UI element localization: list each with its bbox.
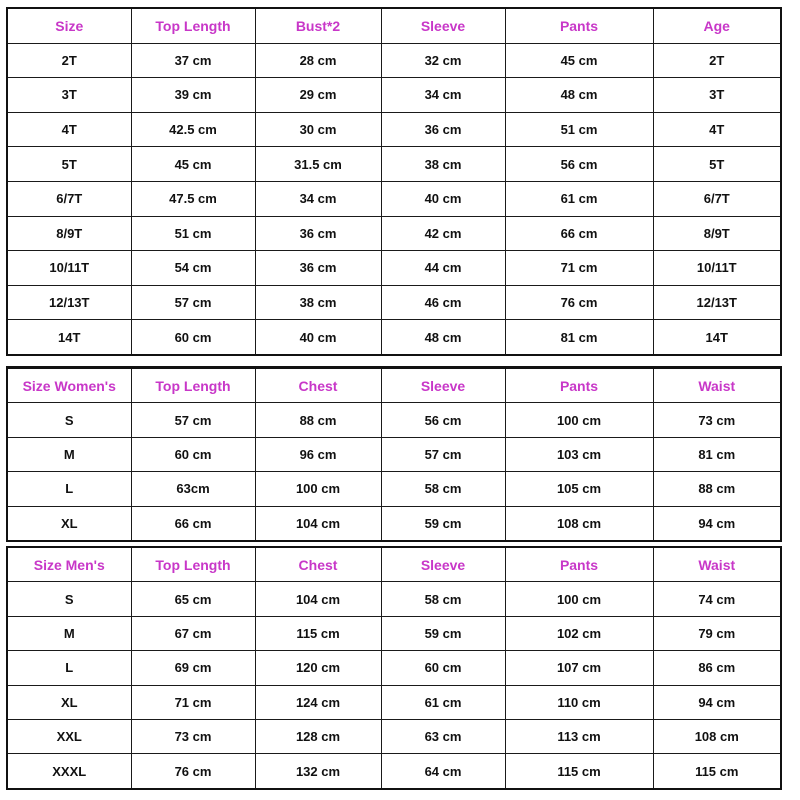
measurement-cell: 94 cm xyxy=(653,685,781,719)
size-cell: 5T xyxy=(7,147,131,182)
measurement-cell: 88 cm xyxy=(653,472,781,506)
measurement-cell: 44 cm xyxy=(381,251,505,286)
table-row xyxy=(7,112,781,147)
measurement-cell: 120 cm xyxy=(255,651,381,685)
table-row xyxy=(7,506,781,541)
measurement-cell: 59 cm xyxy=(381,506,505,541)
table-row xyxy=(7,43,781,78)
measurement-cell: 10/11T xyxy=(653,251,781,286)
size-cell: 10/11T xyxy=(7,251,131,286)
measurement-cell: 40 cm xyxy=(381,181,505,216)
measurement-cell: 47.5 cm xyxy=(131,181,255,216)
size-cell: 2T xyxy=(7,43,131,78)
size-cell: L xyxy=(7,472,131,506)
size-cell: 6/7T xyxy=(7,181,131,216)
measurement-cell: 66 cm xyxy=(505,216,653,251)
table-row xyxy=(7,181,781,216)
measurement-cell: 76 cm xyxy=(131,754,255,789)
measurement-cell: 36 cm xyxy=(381,112,505,147)
column-header: Top Length xyxy=(131,547,255,582)
size-cell: 14T xyxy=(7,320,131,355)
measurement-cell: 40 cm xyxy=(255,320,381,355)
measurement-cell: 51 cm xyxy=(505,112,653,147)
measurement-cell: 81 cm xyxy=(505,320,653,355)
measurement-cell: 29 cm xyxy=(255,78,381,113)
measurement-cell: 132 cm xyxy=(255,754,381,789)
header-row xyxy=(7,547,781,582)
measurement-cell: 57 cm xyxy=(381,437,505,471)
column-header: Chest xyxy=(255,547,381,582)
measurement-cell: 38 cm xyxy=(255,285,381,320)
measurement-cell: 12/13T xyxy=(653,285,781,320)
measurement-cell: 94 cm xyxy=(653,506,781,541)
column-header: Waist xyxy=(653,547,781,582)
measurement-cell: 3T xyxy=(653,78,781,113)
measurement-cell: 107 cm xyxy=(505,651,653,685)
column-header: Top Length xyxy=(131,8,255,43)
measurement-cell: 42.5 cm xyxy=(131,112,255,147)
size-cell: 4T xyxy=(7,112,131,147)
measurement-cell: 100 cm xyxy=(505,582,653,616)
measurement-cell: 128 cm xyxy=(255,719,381,753)
measurement-cell: 110 cm xyxy=(505,685,653,719)
measurement-cell: 32 cm xyxy=(381,43,505,78)
measurement-cell: 34 cm xyxy=(255,181,381,216)
measurement-cell: 100 cm xyxy=(505,403,653,437)
measurement-cell: 69 cm xyxy=(131,651,255,685)
measurement-cell: 104 cm xyxy=(255,582,381,616)
measurement-cell: 42 cm xyxy=(381,216,505,251)
measurement-cell: 48 cm xyxy=(505,78,653,113)
header-row xyxy=(7,368,781,403)
table-row xyxy=(7,437,781,471)
size-cell: S xyxy=(7,582,131,616)
column-header: Sleeve xyxy=(381,547,505,582)
measurement-cell: 60 cm xyxy=(131,320,255,355)
measurement-cell: 67 cm xyxy=(131,616,255,650)
measurement-cell: 103 cm xyxy=(505,437,653,471)
column-header: Size Women's xyxy=(7,368,131,403)
measurement-cell: 54 cm xyxy=(131,251,255,286)
measurement-cell: 74 cm xyxy=(653,582,781,616)
measurement-cell: 79 cm xyxy=(653,616,781,650)
measurement-cell: 31.5 cm xyxy=(255,147,381,182)
column-header: Size Men's xyxy=(7,547,131,582)
column-header: Pants xyxy=(505,8,653,43)
measurement-cell: 115 cm xyxy=(505,754,653,789)
measurement-cell: 108 cm xyxy=(653,719,781,753)
header-row xyxy=(7,8,781,43)
measurement-cell: 105 cm xyxy=(505,472,653,506)
measurement-cell: 73 cm xyxy=(653,403,781,437)
size-cell: XL xyxy=(7,506,131,541)
measurement-cell: 58 cm xyxy=(381,582,505,616)
table-row xyxy=(7,754,781,789)
column-header: Sleeve xyxy=(381,8,505,43)
mens-size-table xyxy=(6,546,782,790)
measurement-cell: 46 cm xyxy=(381,285,505,320)
measurement-cell: 4T xyxy=(653,112,781,147)
measurement-cell: 113 cm xyxy=(505,719,653,753)
column-header: Size xyxy=(7,8,131,43)
measurement-cell: 115 cm xyxy=(255,616,381,650)
column-header: Sleeve xyxy=(381,368,505,403)
measurement-cell: 100 cm xyxy=(255,472,381,506)
column-header: Top Length xyxy=(131,368,255,403)
measurement-cell: 37 cm xyxy=(131,43,255,78)
table-row xyxy=(7,582,781,616)
size-cell: 12/13T xyxy=(7,285,131,320)
size-cell: M xyxy=(7,616,131,650)
measurement-cell: 56 cm xyxy=(505,147,653,182)
measurement-cell: 48 cm xyxy=(381,320,505,355)
column-header: Age xyxy=(653,8,781,43)
measurement-cell: 81 cm xyxy=(653,437,781,471)
table-row xyxy=(7,616,781,650)
size-cell: XXL xyxy=(7,719,131,753)
table-row xyxy=(7,651,781,685)
table-row xyxy=(7,320,781,355)
measurement-cell: 36 cm xyxy=(255,251,381,286)
measurement-cell: 51 cm xyxy=(131,216,255,251)
table-row xyxy=(7,251,781,286)
table-row xyxy=(7,216,781,251)
table-row xyxy=(7,285,781,320)
measurement-cell: 8/9T xyxy=(653,216,781,251)
size-cell: S xyxy=(7,403,131,437)
measurement-cell: 64 cm xyxy=(381,754,505,789)
measurement-cell: 115 cm xyxy=(653,754,781,789)
measurement-cell: 102 cm xyxy=(505,616,653,650)
measurement-cell: 58 cm xyxy=(381,472,505,506)
column-header: Waist xyxy=(653,368,781,403)
measurement-cell: 66 cm xyxy=(131,506,255,541)
kids-size-table xyxy=(6,7,782,356)
measurement-cell: 104 cm xyxy=(255,506,381,541)
measurement-cell: 30 cm xyxy=(255,112,381,147)
size-cell: XXXL xyxy=(7,754,131,789)
measurement-cell: 56 cm xyxy=(381,403,505,437)
measurement-cell: 63cm xyxy=(131,472,255,506)
measurement-cell: 60 cm xyxy=(131,437,255,471)
size-cell: 8/9T xyxy=(7,216,131,251)
table-row xyxy=(7,147,781,182)
measurement-cell: 45 cm xyxy=(505,43,653,78)
measurement-cell: 71 cm xyxy=(505,251,653,286)
table-row xyxy=(7,403,781,437)
measurement-cell: 39 cm xyxy=(131,78,255,113)
measurement-cell: 61 cm xyxy=(505,181,653,216)
column-header: Chest xyxy=(255,368,381,403)
measurement-cell: 57 cm xyxy=(131,403,255,437)
measurement-cell: 88 cm xyxy=(255,403,381,437)
table-row xyxy=(7,472,781,506)
measurement-cell: 65 cm xyxy=(131,582,255,616)
column-header: Bust*2 xyxy=(255,8,381,43)
measurement-cell: 28 cm xyxy=(255,43,381,78)
measurement-cell: 59 cm xyxy=(381,616,505,650)
measurement-cell: 60 cm xyxy=(381,651,505,685)
measurement-cell: 2T xyxy=(653,43,781,78)
measurement-cell: 5T xyxy=(653,147,781,182)
measurement-cell: 36 cm xyxy=(255,216,381,251)
measurement-cell: 71 cm xyxy=(131,685,255,719)
measurement-cell: 86 cm xyxy=(653,651,781,685)
measurement-cell: 34 cm xyxy=(381,78,505,113)
column-header: Pants xyxy=(505,547,653,582)
measurement-cell: 38 cm xyxy=(381,147,505,182)
size-cell: L xyxy=(7,651,131,685)
measurement-cell: 124 cm xyxy=(255,685,381,719)
measurement-cell: 96 cm xyxy=(255,437,381,471)
size-cell: M xyxy=(7,437,131,471)
measurement-cell: 61 cm xyxy=(381,685,505,719)
measurement-cell: 73 cm xyxy=(131,719,255,753)
table-row xyxy=(7,719,781,753)
table-row xyxy=(7,685,781,719)
measurement-cell: 14T xyxy=(653,320,781,355)
womens-size-table xyxy=(6,366,782,542)
measurement-cell: 57 cm xyxy=(131,285,255,320)
size-cell: XL xyxy=(7,685,131,719)
measurement-cell: 76 cm xyxy=(505,285,653,320)
measurement-cell: 63 cm xyxy=(381,719,505,753)
column-header: Pants xyxy=(505,368,653,403)
measurement-cell: 6/7T xyxy=(653,181,781,216)
table-row xyxy=(7,78,781,113)
measurement-cell: 108 cm xyxy=(505,506,653,541)
size-cell: 3T xyxy=(7,78,131,113)
measurement-cell: 45 cm xyxy=(131,147,255,182)
